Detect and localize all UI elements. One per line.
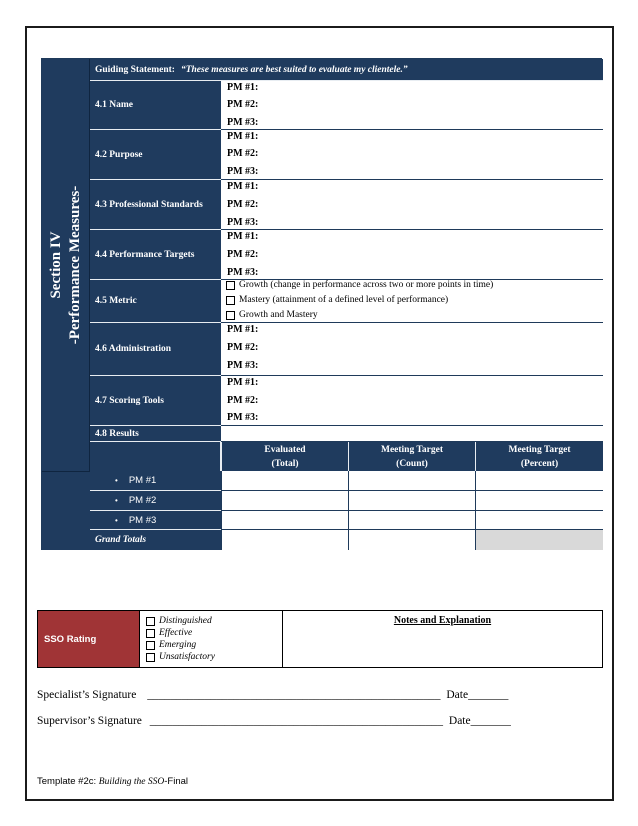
guiding-label: Guiding Statement: — [95, 64, 175, 75]
header-line1: Meeting Target — [380, 445, 443, 455]
cell-total-percent-disabled — [475, 530, 603, 550]
section-side-band — [42, 59, 90, 471]
results-row-pm3 — [90, 511, 221, 530]
rating-option-distinguished[interactable] — [146, 615, 282, 627]
rating-option-label: Unsatisfactory — [159, 652, 215, 662]
header-meeting-target-percent — [475, 442, 603, 471]
row-input-name[interactable] — [221, 81, 603, 130]
row-label-name: 4.1 Name — [90, 81, 221, 130]
specialist-signature-label: Specialist’s Signature — [37, 689, 137, 701]
rating-option-effective[interactable] — [146, 627, 282, 639]
cell-pm3-percent[interactable] — [475, 511, 603, 530]
metric-option-label: Mastery (attainment of a defined level of performance) — [239, 295, 449, 305]
results-header-blank — [90, 442, 221, 471]
results-row-pm2 — [90, 491, 221, 511]
section-title — [47, 186, 85, 344]
pm-1-label: PM #1: — [227, 181, 259, 192]
rating-option-label: Distinguished — [159, 616, 212, 626]
header-line1: Meeting Target — [508, 445, 571, 455]
date-label: Date — [446, 689, 469, 701]
cell-total-evaluated[interactable] — [221, 530, 348, 550]
section-title-line2: -Performance Measures- — [67, 185, 83, 345]
pm-2-label: PM #2: — [227, 249, 259, 260]
pm-3-label: PM #3: — [227, 360, 259, 371]
cell-pm3-evaluated[interactable] — [221, 511, 348, 530]
row-label-scoring-tools: 4.7 Scoring Tools — [90, 376, 221, 426]
pm-3-label: PM #3: — [227, 267, 259, 278]
checkbox-icon[interactable] — [226, 311, 235, 320]
cell-pm1-percent[interactable] — [475, 471, 603, 491]
checkbox-icon[interactable] — [226, 281, 235, 290]
row-label-metric: 4.5 Metric — [90, 280, 221, 323]
pm-3-label: PM #3: — [227, 166, 259, 177]
pm-1-label: PM #1: — [227, 377, 259, 388]
row-input-professional-standards[interactable] — [221, 180, 603, 230]
section-side-band-lower — [42, 471, 90, 550]
pm-1-label: PM #1: — [227, 82, 259, 93]
row-label-performance-targets: 4.4 Performance Targets — [90, 230, 221, 280]
pm-1-label: PM #1: — [227, 324, 259, 335]
header-meeting-target-count — [348, 442, 475, 471]
guiding-quote: “These measures are best suited to evaluate my clientele.” — [180, 64, 408, 75]
supervisor-signature-line[interactable] — [37, 715, 511, 727]
metric-option-label: Growth and Mastery — [239, 310, 318, 320]
cell-pm2-evaluated[interactable] — [221, 491, 348, 511]
row-label-purpose: 4.2 Purpose — [90, 130, 221, 180]
pm-2-label: PM #2: — [227, 199, 259, 210]
rating-option-label: Effective — [159, 628, 193, 638]
results-row-label: PM #2 — [128, 495, 157, 506]
sso-rating-options — [140, 611, 283, 667]
row-label-results: 4.8 Results — [90, 426, 221, 442]
row-input-purpose[interactable] — [221, 130, 603, 180]
pm-2-label: PM #2: — [227, 342, 259, 353]
metric-option-mastery[interactable] — [226, 295, 448, 305]
sso-rating-label: SSO Rating — [38, 611, 140, 667]
guiding-statement — [90, 59, 603, 81]
footer-suffix: -Final — [164, 776, 189, 787]
results-row-label: PM #1 — [128, 475, 157, 486]
notes-and-explanation[interactable] — [283, 611, 602, 667]
pm-2-label: PM #2: — [227, 99, 259, 110]
pm-3-label: PM #3: — [227, 217, 259, 228]
footer — [37, 776, 188, 787]
header-line1: Evaluated — [264, 445, 306, 455]
header-line2: (Total) — [271, 459, 299, 469]
header-line2: (Count) — [396, 459, 428, 469]
metric-option-growth-and-mastery[interactable] — [226, 310, 318, 320]
signature-underline: ___________________________________________________ — [149, 715, 444, 727]
cell-pm2-percent[interactable] — [475, 491, 603, 511]
metric-option-label: Growth (change in performance across two or more points in time) — [239, 280, 494, 290]
header-evaluated-total — [221, 442, 348, 471]
cell-pm1-count[interactable] — [348, 471, 475, 491]
row-label-administration: 4.6 Administration — [90, 323, 221, 376]
bullet-icon: • — [115, 496, 118, 505]
date-underline: _______ — [468, 689, 509, 701]
row-input-performance-targets[interactable] — [221, 230, 603, 280]
cell-pm2-count[interactable] — [348, 491, 475, 511]
bullet-icon: • — [115, 476, 118, 485]
grand-totals-label: Grand Totals — [90, 530, 221, 550]
pm-1-label: PM #1: — [227, 131, 259, 142]
notes-heading: Notes and Explanation — [393, 615, 492, 626]
results-row-pm1 — [90, 471, 221, 491]
row-input-administration[interactable] — [221, 323, 603, 376]
rating-option-label: Emerging — [159, 640, 197, 650]
pm-1-label: PM #1: — [227, 231, 259, 242]
pm-2-label: PM #2: — [227, 395, 259, 406]
results-header-row — [90, 442, 603, 471]
rating-option-emerging[interactable] — [146, 639, 282, 651]
footer-italic: Building the SSO — [98, 777, 165, 787]
metric-option-growth[interactable] — [226, 280, 493, 290]
section-title-line1: Section IV — [48, 231, 64, 299]
pm-3-label: PM #3: — [227, 117, 259, 128]
results-row-label: PM #3 — [128, 514, 157, 526]
bullet-icon: • — [115, 515, 118, 525]
checkbox-icon[interactable] — [146, 641, 155, 650]
cell-pm3-count[interactable] — [348, 511, 475, 530]
row-label-professional-standards: 4.3 Professional Standards — [90, 180, 221, 230]
row-input-results[interactable] — [221, 426, 603, 442]
date-underline: _______ — [470, 715, 511, 727]
rating-option-unsatisfactory[interactable] — [146, 651, 282, 663]
cell-total-count[interactable] — [348, 530, 475, 550]
performance-measures-table — [41, 58, 602, 550]
specialist-signature-line[interactable] — [37, 689, 508, 701]
date-label: Date — [448, 715, 471, 727]
cell-pm1-evaluated[interactable] — [221, 471, 348, 491]
signature-underline: ___________________________________________________ — [147, 689, 441, 701]
checkbox-icon[interactable] — [146, 653, 155, 662]
checkbox-icon[interactable] — [146, 629, 155, 638]
sso-rating-table — [37, 610, 603, 668]
pm-3-label: PM #3: — [227, 412, 259, 423]
checkbox-icon[interactable] — [146, 617, 155, 626]
metric-options — [221, 280, 603, 323]
pm-2-label: PM #2: — [227, 148, 259, 159]
footer-prefix: Template #2c: — [37, 776, 99, 787]
checkbox-icon[interactable] — [226, 296, 235, 305]
row-input-scoring-tools[interactable] — [221, 376, 603, 426]
supervisor-signature-label: Supervisor’s Signature — [37, 715, 142, 727]
header-line2: (Percent) — [520, 459, 559, 469]
